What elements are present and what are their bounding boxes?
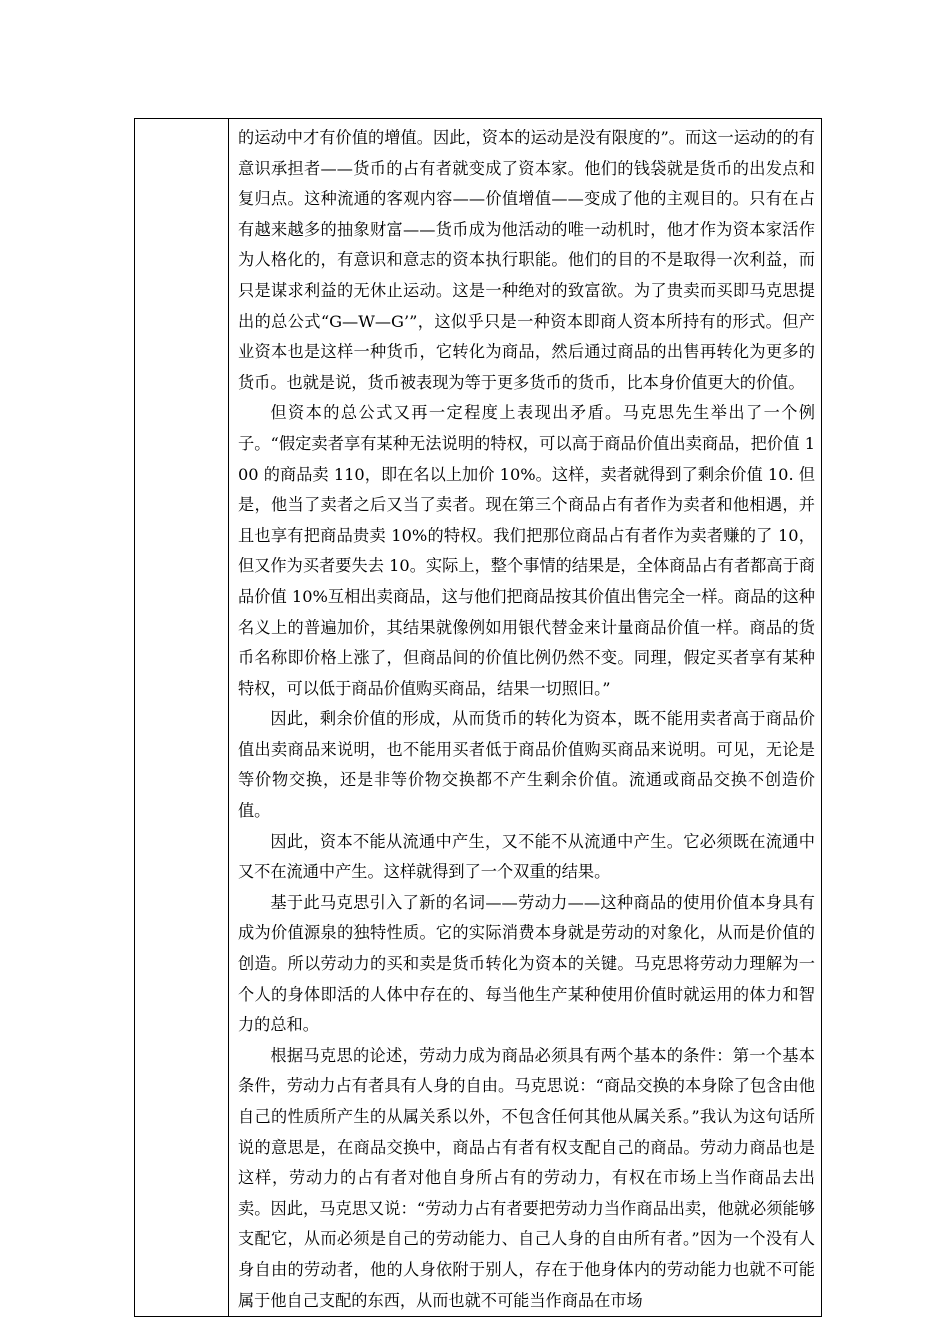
- paragraph: 但资本的总公式又再一定程度上表现出矛盾。马克思先生举出了一个例子。“假定卖者享有某种无法说明的特权，可以高于商品价值出卖商品，把价值 100 的商品卖 110，即在名以上加价 10%。这样，卖者就得到了剩余价值 10. 但是，他当了卖者之后又当了卖者。现在第三个商品占有者作为卖者和他相遇，并且也享有把商品贵卖 10%的特权。我们把那位商品占有者作为卖者赚的了 10，但又作为买者要失去 10。实际上，整个事情的结果是，全体商品占有者都高于商品价值 10%互相出卖商品，这与他们把商品按其价值出售完全一样。商品的这种名义上的普遍加价，其结果就像例如用银代替金来计量商品价值一样。商品的货币名称即价格上涨了，但商品间的价值比例仍然不变。同理，假定买者享有某种特权，可以低于商品价值购买商品，结果一切照旧。”: [238, 403, 815, 698]
- content-table: [134, 118, 822, 1317]
- text-cell: [229, 119, 822, 1317]
- paragraph: 因此，资本不能从流通中产生，又不能不从流通中产生。它必须既在流通中又不在流通中产生。这样就得到了一个双重的结果。: [238, 831, 815, 882]
- paragraph: 基于此马克思引入了新的名词——劳动力——这种商品的使用价值本身具有成为价值源泉的独特性质。它的实际消费本身就是劳动的对象化，从而是价值的创造。所以劳动力的买和卖是货币转化为资本的关键。马克思将劳动力理解为一个人的身体即活的人体中存在的、每当他生产某种使用价值时就运用的体力和智力的总和。: [238, 892, 815, 1035]
- paragraph: 根据马克思的论述，劳动力成为商品必须具有两个基本的条件：第一个基本条件，劳动力占有者具有人身的自由。马克思说：“商品交换的本身除了包含由他自己的性质所产生的从属关系以外，不包含任何其他从属关系。”我认为这句话所说的意思是，在商品交换中，商品占有者有权支配自己的商品。劳动力商品也是这样，劳动力的占有者对他自身所占有的劳动力，有权在市场上当作商品去出卖。因此，马克思又说：“劳动力占有者要把劳动力当作商品出卖，他就必须能够支配它，从而必须是自己的劳动能力、自己人身的自由所有者。”因为一个没有人身自由的劳动者，他的人身依附于别人，存在于他身体内的劳动能力也就不可能属于他自己支配的东西，从而也就不可能当作商品在市场: [238, 1045, 815, 1310]
- paragraph: 的运动中才有价值的增值。因此，资本的运动是没有限度的”。而这一运动的的有意识承担者——货币的占有者就变成了资本家。他们的钱袋就是货币的出发点和复归点。这种流通的客观内容——价值增值——变成了他的主观目的。只有在占有越来越多的抽象财富——货币成为他活动的唯一动机时，他才作为资本家活作为人格化的，有意识和意志的资本执行职能。他们的目的不是取得一次利益，而只是谋求利益的无休止运动。这是一种绝对的致富欲。为了贵卖而买即马克思提出的总公式“G—W—G’”，这似乎只是一种资本即商人资本所持有的形式。但产业资本也是这样一种货币，它转化为商品，然后通过商品的出售再转化为更多的货币。也就是说，货币被表现为等于更多货币的货币，比本身价值更大的价值。: [238, 128, 815, 392]
- table-row: [135, 119, 822, 1317]
- label-cell: [135, 119, 229, 1317]
- paragraph: 因此，剩余价值的形成，从而货币的转化为资本，既不能用卖者高于商品价值出卖商品来说明，也不能用买者低于商品价值购买商品来说明。可见，无论是等价物交换，还是非等价物交换都不产生剩余价值。流通或商品交换不创造价值。: [238, 709, 815, 821]
